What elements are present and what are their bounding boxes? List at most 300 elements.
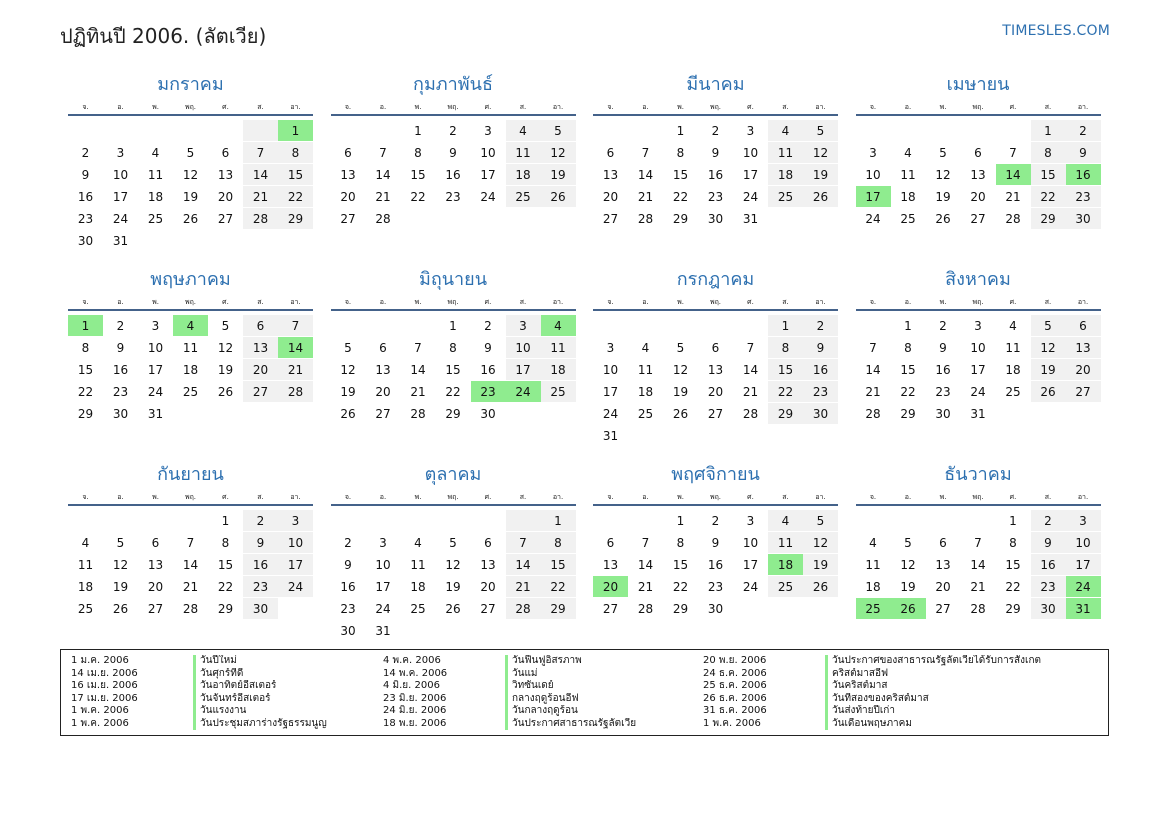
day-cell[interactable]: 27 (698, 403, 733, 425)
day-cell[interactable]: 15 (208, 554, 243, 576)
day-cell[interactable]: 21 (996, 186, 1031, 208)
day-cell[interactable]: 9 (243, 532, 278, 554)
day-cell[interactable]: 7 (243, 142, 278, 164)
day-cell[interactable]: 18 (541, 359, 576, 381)
day-cell[interactable]: 19 (541, 164, 576, 186)
day-cell[interactable]: 3 (733, 510, 768, 532)
day-cell[interactable]: 12 (1031, 337, 1066, 359)
day-cell[interactable]: 20 (1066, 359, 1101, 381)
day-cell[interactable]: 17 (506, 359, 541, 381)
day-cell[interactable]: 17 (103, 186, 138, 208)
day-cell[interactable]: 20 (926, 576, 961, 598)
day-cell[interactable]: 29 (768, 403, 803, 425)
day-cell[interactable]: 8 (208, 532, 243, 554)
day-cell[interactable]: 2 (103, 315, 138, 337)
day-cell[interactable]: 2 (803, 315, 838, 337)
day-cell[interactable]: 25 (768, 576, 803, 598)
day-cell[interactable]: 17 (961, 359, 996, 381)
day-cell[interactable]: 23 (471, 381, 506, 403)
day-cell[interactable]: 12 (541, 142, 576, 164)
day-cell[interactable]: 5 (436, 532, 471, 554)
day-cell[interactable]: 25 (68, 598, 103, 620)
day-cell[interactable]: 25 (401, 598, 436, 620)
day-cell[interactable]: 3 (138, 315, 173, 337)
day-cell[interactable]: 18 (768, 164, 803, 186)
day-cell[interactable]: 28 (856, 403, 891, 425)
day-cell[interactable]: 25 (856, 598, 891, 620)
day-cell[interactable]: 17 (733, 554, 768, 576)
day-cell[interactable]: 4 (768, 510, 803, 532)
day-cell[interactable]: 21 (961, 576, 996, 598)
day-cell[interactable]: 22 (663, 576, 698, 598)
day-cell[interactable]: 1 (541, 510, 576, 532)
day-cell[interactable]: 7 (961, 532, 996, 554)
day-cell[interactable]: 4 (68, 532, 103, 554)
day-cell[interactable]: 28 (243, 208, 278, 230)
day-cell[interactable]: 8 (996, 532, 1031, 554)
day-cell[interactable]: 21 (733, 381, 768, 403)
day-cell[interactable]: 11 (856, 554, 891, 576)
day-cell[interactable]: 23 (1066, 186, 1101, 208)
day-cell[interactable]: 1 (891, 315, 926, 337)
day-cell[interactable]: 17 (856, 186, 891, 208)
day-cell[interactable]: 24 (733, 186, 768, 208)
day-cell[interactable]: 10 (961, 337, 996, 359)
day-cell[interactable]: 21 (243, 186, 278, 208)
day-cell[interactable]: 10 (856, 164, 891, 186)
day-cell[interactable]: 9 (698, 532, 733, 554)
day-cell[interactable]: 3 (506, 315, 541, 337)
day-cell[interactable]: 11 (996, 337, 1031, 359)
day-cell[interactable]: 10 (471, 142, 506, 164)
day-cell[interactable]: 4 (891, 142, 926, 164)
day-cell[interactable]: 1 (768, 315, 803, 337)
day-cell[interactable]: 15 (436, 359, 471, 381)
day-cell[interactable]: 5 (208, 315, 243, 337)
day-cell[interactable]: 30 (68, 230, 103, 252)
day-cell[interactable]: 22 (1031, 186, 1066, 208)
day-cell[interactable]: 14 (278, 337, 313, 359)
day-cell[interactable]: 1 (663, 120, 698, 142)
day-cell[interactable]: 19 (803, 164, 838, 186)
day-cell[interactable]: 20 (593, 186, 628, 208)
day-cell[interactable]: 17 (366, 576, 401, 598)
day-cell[interactable]: 9 (1066, 142, 1101, 164)
day-cell[interactable]: 7 (506, 532, 541, 554)
day-cell[interactable]: 12 (803, 532, 838, 554)
day-cell[interactable]: 10 (506, 337, 541, 359)
day-cell[interactable]: 6 (471, 532, 506, 554)
day-cell[interactable]: 10 (278, 532, 313, 554)
day-cell[interactable]: 16 (698, 554, 733, 576)
day-cell[interactable]: 15 (663, 554, 698, 576)
day-cell[interactable]: 24 (471, 186, 506, 208)
day-cell[interactable]: 5 (541, 120, 576, 142)
day-cell[interactable]: 4 (506, 120, 541, 142)
day-cell[interactable]: 21 (401, 381, 436, 403)
day-cell[interactable]: 12 (803, 142, 838, 164)
day-cell[interactable]: 8 (401, 142, 436, 164)
day-cell[interactable]: 7 (366, 142, 401, 164)
day-cell[interactable]: 15 (68, 359, 103, 381)
day-cell[interactable]: 6 (593, 532, 628, 554)
day-cell[interactable]: 11 (628, 359, 663, 381)
day-cell[interactable]: 14 (173, 554, 208, 576)
day-cell[interactable]: 19 (436, 576, 471, 598)
day-cell[interactable]: 19 (331, 381, 366, 403)
day-cell[interactable]: 19 (926, 186, 961, 208)
day-cell[interactable]: 28 (628, 598, 663, 620)
day-cell[interactable]: 27 (1066, 381, 1101, 403)
day-cell[interactable]: 14 (961, 554, 996, 576)
day-cell[interactable]: 25 (173, 381, 208, 403)
day-cell[interactable]: 30 (1031, 598, 1066, 620)
day-cell[interactable]: 8 (68, 337, 103, 359)
day-cell[interactable]: 7 (733, 337, 768, 359)
day-cell[interactable]: 22 (401, 186, 436, 208)
day-cell[interactable]: 19 (208, 359, 243, 381)
day-cell[interactable]: 9 (803, 337, 838, 359)
day-cell[interactable]: 10 (103, 164, 138, 186)
day-cell[interactable]: 6 (926, 532, 961, 554)
day-cell[interactable]: 30 (926, 403, 961, 425)
day-cell[interactable]: 12 (663, 359, 698, 381)
day-cell[interactable]: 21 (628, 186, 663, 208)
day-cell[interactable]: 2 (331, 532, 366, 554)
day-cell[interactable]: 8 (663, 532, 698, 554)
day-cell[interactable]: 23 (803, 381, 838, 403)
day-cell[interactable]: 18 (506, 164, 541, 186)
day-cell[interactable]: 13 (961, 164, 996, 186)
day-cell[interactable]: 10 (733, 142, 768, 164)
day-cell[interactable]: 18 (768, 554, 803, 576)
day-cell[interactable]: 14 (628, 554, 663, 576)
day-cell[interactable]: 19 (663, 381, 698, 403)
day-cell[interactable]: 29 (891, 403, 926, 425)
day-cell[interactable]: 11 (506, 142, 541, 164)
day-cell[interactable]: 12 (208, 337, 243, 359)
day-cell[interactable]: 30 (698, 208, 733, 230)
day-cell[interactable]: 22 (278, 186, 313, 208)
day-cell[interactable]: 13 (471, 554, 506, 576)
day-cell[interactable]: 29 (68, 403, 103, 425)
day-cell[interactable]: 26 (891, 598, 926, 620)
day-cell[interactable]: 23 (698, 576, 733, 598)
day-cell[interactable]: 28 (506, 598, 541, 620)
day-cell[interactable]: 31 (138, 403, 173, 425)
day-cell[interactable]: 2 (68, 142, 103, 164)
day-cell[interactable]: 21 (856, 381, 891, 403)
brand-link[interactable]: TIMESLES.COM (1002, 23, 1110, 39)
day-cell[interactable]: 2 (698, 120, 733, 142)
day-cell[interactable]: 28 (173, 598, 208, 620)
day-cell[interactable]: 18 (996, 359, 1031, 381)
day-cell[interactable]: 15 (663, 164, 698, 186)
day-cell[interactable]: 8 (891, 337, 926, 359)
day-cell[interactable]: 16 (243, 554, 278, 576)
day-cell[interactable]: 17 (471, 164, 506, 186)
day-cell[interactable]: 1 (436, 315, 471, 337)
day-cell[interactable]: 27 (243, 381, 278, 403)
day-cell[interactable]: 3 (961, 315, 996, 337)
day-cell[interactable]: 21 (173, 576, 208, 598)
day-cell[interactable]: 14 (401, 359, 436, 381)
day-cell[interactable]: 4 (996, 315, 1031, 337)
day-cell[interactable]: 26 (103, 598, 138, 620)
day-cell[interactable]: 10 (138, 337, 173, 359)
day-cell[interactable]: 26 (541, 186, 576, 208)
day-cell[interactable]: 15 (768, 359, 803, 381)
day-cell[interactable]: 18 (856, 576, 891, 598)
day-cell[interactable]: 24 (278, 576, 313, 598)
day-cell[interactable]: 18 (628, 381, 663, 403)
day-cell[interactable]: 24 (103, 208, 138, 230)
day-cell[interactable]: 29 (663, 208, 698, 230)
day-cell[interactable]: 1 (208, 510, 243, 532)
day-cell[interactable]: 21 (506, 576, 541, 598)
day-cell[interactable]: 25 (996, 381, 1031, 403)
day-cell[interactable]: 17 (593, 381, 628, 403)
day-cell[interactable]: 27 (593, 208, 628, 230)
day-cell[interactable]: 15 (541, 554, 576, 576)
day-cell[interactable]: 11 (768, 142, 803, 164)
day-cell[interactable]: 6 (138, 532, 173, 554)
day-cell[interactable]: 3 (278, 510, 313, 532)
day-cell[interactable]: 13 (698, 359, 733, 381)
day-cell[interactable]: 26 (926, 208, 961, 230)
day-cell[interactable]: 18 (401, 576, 436, 598)
day-cell[interactable]: 22 (68, 381, 103, 403)
day-cell[interactable]: 1 (996, 510, 1031, 532)
day-cell[interactable]: 27 (926, 598, 961, 620)
day-cell[interactable]: 26 (173, 208, 208, 230)
day-cell[interactable]: 14 (243, 164, 278, 186)
day-cell[interactable]: 9 (331, 554, 366, 576)
day-cell[interactable]: 16 (436, 164, 471, 186)
day-cell[interactable]: 26 (1031, 381, 1066, 403)
day-cell[interactable]: 2 (926, 315, 961, 337)
day-cell[interactable]: 13 (243, 337, 278, 359)
day-cell[interactable]: 10 (733, 532, 768, 554)
day-cell[interactable]: 14 (628, 164, 663, 186)
day-cell[interactable]: 10 (366, 554, 401, 576)
day-cell[interactable]: 6 (366, 337, 401, 359)
day-cell[interactable]: 30 (471, 403, 506, 425)
day-cell[interactable]: 7 (278, 315, 313, 337)
day-cell[interactable]: 27 (366, 403, 401, 425)
day-cell[interactable]: 17 (138, 359, 173, 381)
day-cell[interactable]: 18 (138, 186, 173, 208)
day-cell[interactable]: 1 (1031, 120, 1066, 142)
day-cell[interactable]: 25 (138, 208, 173, 230)
day-cell[interactable]: 8 (436, 337, 471, 359)
day-cell[interactable]: 7 (173, 532, 208, 554)
day-cell[interactable]: 28 (401, 403, 436, 425)
day-cell[interactable]: 26 (803, 576, 838, 598)
day-cell[interactable]: 18 (68, 576, 103, 598)
day-cell[interactable]: 20 (208, 186, 243, 208)
day-cell[interactable]: 3 (856, 142, 891, 164)
day-cell[interactable]: 19 (1031, 359, 1066, 381)
day-cell[interactable]: 13 (1066, 337, 1101, 359)
day-cell[interactable]: 6 (1066, 315, 1101, 337)
day-cell[interactable]: 17 (1066, 554, 1101, 576)
day-cell[interactable]: 15 (1031, 164, 1066, 186)
day-cell[interactable]: 16 (1031, 554, 1066, 576)
day-cell[interactable]: 30 (1066, 208, 1101, 230)
day-cell[interactable]: 20 (471, 576, 506, 598)
day-cell[interactable]: 5 (891, 532, 926, 554)
day-cell[interactable]: 30 (803, 403, 838, 425)
day-cell[interactable]: 11 (68, 554, 103, 576)
day-cell[interactable]: 6 (698, 337, 733, 359)
day-cell[interactable]: 4 (541, 315, 576, 337)
day-cell[interactable]: 13 (208, 164, 243, 186)
day-cell[interactable]: 2 (436, 120, 471, 142)
day-cell[interactable]: 20 (138, 576, 173, 598)
day-cell[interactable]: 23 (698, 186, 733, 208)
day-cell[interactable]: 11 (541, 337, 576, 359)
day-cell[interactable]: 26 (663, 403, 698, 425)
day-cell[interactable]: 4 (856, 532, 891, 554)
day-cell[interactable]: 21 (366, 186, 401, 208)
day-cell[interactable]: 19 (173, 186, 208, 208)
day-cell[interactable]: 12 (103, 554, 138, 576)
day-cell[interactable]: 26 (208, 381, 243, 403)
day-cell[interactable]: 3 (593, 337, 628, 359)
day-cell[interactable]: 19 (103, 576, 138, 598)
day-cell[interactable]: 29 (541, 598, 576, 620)
day-cell[interactable]: 23 (103, 381, 138, 403)
day-cell[interactable]: 31 (593, 425, 628, 447)
day-cell[interactable]: 16 (471, 359, 506, 381)
day-cell[interactable]: 16 (103, 359, 138, 381)
day-cell[interactable]: 20 (331, 186, 366, 208)
day-cell[interactable]: 15 (891, 359, 926, 381)
day-cell[interactable]: 14 (856, 359, 891, 381)
day-cell[interactable]: 2 (1066, 120, 1101, 142)
day-cell[interactable]: 17 (278, 554, 313, 576)
day-cell[interactable]: 21 (278, 359, 313, 381)
day-cell[interactable]: 24 (593, 403, 628, 425)
day-cell[interactable]: 11 (138, 164, 173, 186)
day-cell[interactable]: 12 (891, 554, 926, 576)
day-cell[interactable]: 3 (1066, 510, 1101, 532)
day-cell[interactable]: 15 (401, 164, 436, 186)
day-cell[interactable]: 16 (68, 186, 103, 208)
day-cell[interactable]: 23 (1031, 576, 1066, 598)
day-cell[interactable]: 20 (366, 381, 401, 403)
day-cell[interactable]: 27 (593, 598, 628, 620)
day-cell[interactable]: 27 (961, 208, 996, 230)
day-cell[interactable]: 23 (436, 186, 471, 208)
day-cell[interactable]: 11 (891, 164, 926, 186)
day-cell[interactable]: 25 (768, 186, 803, 208)
day-cell[interactable]: 24 (961, 381, 996, 403)
day-cell[interactable]: 4 (138, 142, 173, 164)
day-cell[interactable]: 13 (331, 164, 366, 186)
day-cell[interactable]: 8 (541, 532, 576, 554)
day-cell[interactable]: 26 (436, 598, 471, 620)
day-cell[interactable]: 27 (331, 208, 366, 230)
day-cell[interactable]: 16 (803, 359, 838, 381)
day-cell[interactable]: 29 (996, 598, 1031, 620)
day-cell[interactable]: 22 (996, 576, 1031, 598)
day-cell[interactable]: 9 (926, 337, 961, 359)
day-cell[interactable]: 29 (1031, 208, 1066, 230)
day-cell[interactable]: 15 (996, 554, 1031, 576)
day-cell[interactable]: 30 (243, 598, 278, 620)
day-cell[interactable]: 19 (891, 576, 926, 598)
day-cell[interactable]: 11 (401, 554, 436, 576)
day-cell[interactable]: 23 (331, 598, 366, 620)
day-cell[interactable]: 3 (471, 120, 506, 142)
day-cell[interactable]: 26 (803, 186, 838, 208)
day-cell[interactable]: 3 (733, 120, 768, 142)
day-cell[interactable]: 16 (331, 576, 366, 598)
day-cell[interactable]: 20 (698, 381, 733, 403)
day-cell[interactable]: 27 (138, 598, 173, 620)
day-cell[interactable]: 9 (698, 142, 733, 164)
day-cell[interactable]: 5 (663, 337, 698, 359)
day-cell[interactable]: 8 (663, 142, 698, 164)
day-cell[interactable]: 9 (68, 164, 103, 186)
day-cell[interactable]: 18 (891, 186, 926, 208)
day-cell[interactable]: 1 (68, 315, 103, 337)
day-cell[interactable]: 20 (961, 186, 996, 208)
day-cell[interactable]: 14 (996, 164, 1031, 186)
day-cell[interactable]: 30 (103, 403, 138, 425)
day-cell[interactable]: 31 (366, 620, 401, 642)
day-cell[interactable]: 28 (733, 403, 768, 425)
day-cell[interactable]: 11 (173, 337, 208, 359)
day-cell[interactable]: 30 (698, 598, 733, 620)
day-cell[interactable]: 5 (803, 120, 838, 142)
day-cell[interactable]: 20 (593, 576, 628, 598)
day-cell[interactable]: 28 (366, 208, 401, 230)
day-cell[interactable]: 9 (103, 337, 138, 359)
day-cell[interactable]: 4 (768, 120, 803, 142)
day-cell[interactable]: 15 (278, 164, 313, 186)
day-cell[interactable]: 8 (1031, 142, 1066, 164)
day-cell[interactable]: 1 (278, 120, 313, 142)
day-cell[interactable]: 20 (243, 359, 278, 381)
day-cell[interactable]: 9 (436, 142, 471, 164)
day-cell[interactable]: 12 (331, 359, 366, 381)
day-cell[interactable]: 4 (628, 337, 663, 359)
day-cell[interactable]: 5 (331, 337, 366, 359)
day-cell[interactable]: 29 (436, 403, 471, 425)
day-cell[interactable]: 22 (891, 381, 926, 403)
day-cell[interactable]: 5 (173, 142, 208, 164)
day-cell[interactable]: 22 (768, 381, 803, 403)
day-cell[interactable]: 29 (208, 598, 243, 620)
day-cell[interactable]: 2 (698, 510, 733, 532)
day-cell[interactable]: 22 (436, 381, 471, 403)
day-cell[interactable]: 7 (856, 337, 891, 359)
day-cell[interactable]: 1 (401, 120, 436, 142)
day-cell[interactable]: 14 (366, 164, 401, 186)
day-cell[interactable]: 16 (698, 164, 733, 186)
day-cell[interactable]: 13 (593, 554, 628, 576)
day-cell[interactable]: 6 (961, 142, 996, 164)
day-cell[interactable]: 29 (278, 208, 313, 230)
day-cell[interactable]: 27 (208, 208, 243, 230)
day-cell[interactable]: 4 (173, 315, 208, 337)
day-cell[interactable]: 28 (996, 208, 1031, 230)
day-cell[interactable]: 18 (173, 359, 208, 381)
day-cell[interactable]: 23 (68, 208, 103, 230)
